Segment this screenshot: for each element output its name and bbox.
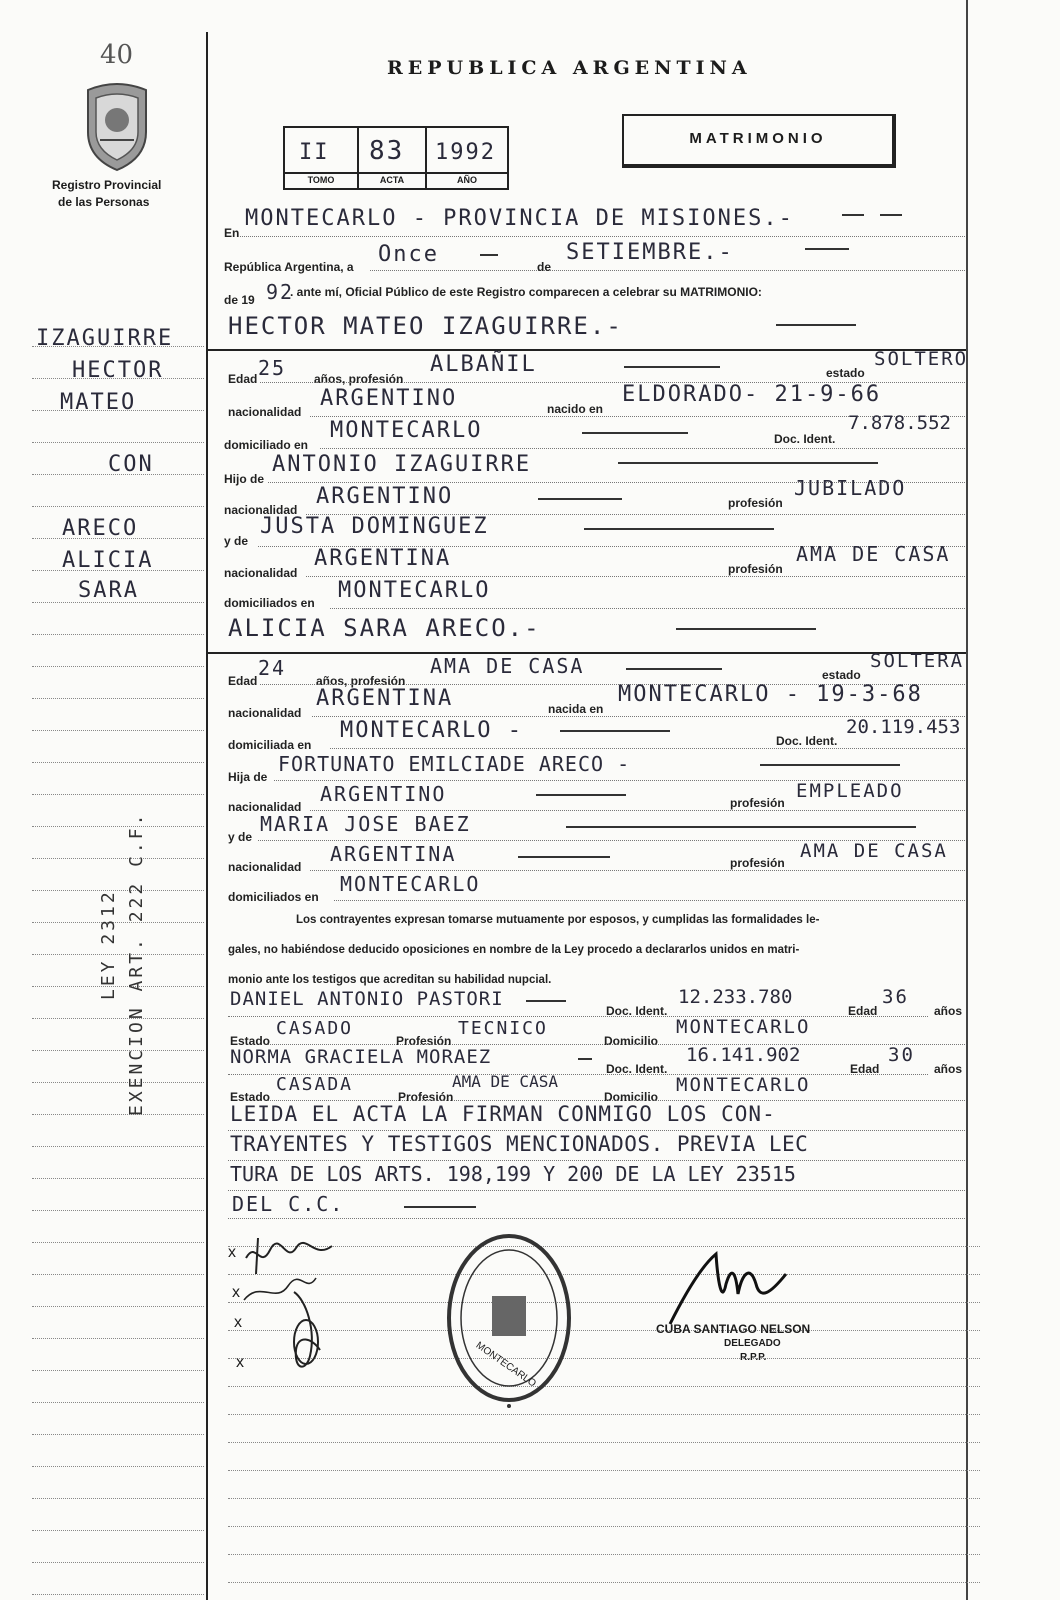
law-stamp: LEY 2312 (98, 889, 119, 1000)
margin-ruled-line (32, 794, 204, 795)
margin-ruled-line (32, 1370, 204, 1371)
witness1-status: CASADO (276, 1018, 354, 1039)
signature-ruled-line (228, 1386, 980, 1387)
signature-ruled-line (228, 1414, 980, 1415)
margin-ruled-line (32, 1242, 204, 1243)
margin-ruled-line (32, 1338, 204, 1339)
margin-ruled-line (32, 1210, 204, 1211)
groom-doc: 7.878.552 (848, 412, 951, 434)
signature-ruled-line (228, 1498, 980, 1499)
groom-hijo-label: Hijo de (224, 472, 265, 486)
signature-mark-1: x (228, 1244, 236, 1261)
witness1-prof-label: Profesión (396, 1034, 452, 1048)
acta-value: 83 (369, 136, 405, 166)
bride-mother-nationality: ARGENTINA (330, 842, 457, 866)
margin-ruled-line (32, 762, 204, 763)
bride-father-prof-label: profesión (730, 796, 785, 810)
bride-estado-label: estado (822, 668, 861, 682)
witness1-profession: TECNICO (458, 1018, 548, 1039)
bride-civil-status: SOLTERA (870, 650, 965, 672)
margin-con: CON (108, 452, 154, 477)
groom-nacido-label: nacido en (547, 402, 604, 416)
bride-edad-label: Edad (228, 674, 258, 688)
signature-mark-2: x (232, 1284, 240, 1301)
bride-father-profession: EMPLEADO (796, 780, 904, 802)
year: 92 (266, 280, 295, 304)
bride-mother-nat-label: nacionalidad (228, 860, 302, 874)
document-type-box (622, 114, 896, 168)
bride-profession: AMA DE CASA (430, 654, 585, 678)
groom-father-prof-label: profesión (728, 496, 783, 510)
groom-yde-label: y de (224, 534, 249, 548)
groom-mother: JUSTA DOMINGUEZ (260, 514, 489, 539)
witness1-estado-label: Estado (230, 1034, 271, 1048)
de-label: de (537, 260, 552, 274)
groom-father-profession: JUBILADO (794, 476, 907, 500)
witness2-domicile: MONTECARLO (676, 1074, 811, 1096)
signature-ruled-line (228, 1582, 980, 1583)
groom-mother-profession: AMA DE CASA (796, 542, 951, 566)
groom-parents-dom-label: domiciliados en (224, 596, 315, 610)
anio-value: 1992 (435, 140, 496, 165)
seal-city: MONTECARLO (473, 1340, 538, 1390)
bride-domicile: MONTECARLO - (340, 718, 523, 743)
witness1-age: 36 (882, 986, 909, 1008)
republica-label: República Argentina, a (224, 260, 354, 274)
official-abbr: R.P.P. (740, 1352, 767, 1363)
margin-ruled-line (32, 1402, 204, 1403)
groom-age: 25 (258, 356, 287, 380)
witness1-doc-label: Doc. Ident. (606, 1004, 668, 1018)
groom-father: ANTONIO IZAGUIRRE (272, 452, 532, 477)
bride-doc-label: Doc. Ident. (776, 734, 838, 748)
groom-nac-label: nacionalidad (228, 405, 302, 419)
groom-anos-label: años, profesión (314, 372, 404, 386)
groom-mother-prof-label: profesión (728, 562, 783, 576)
margin-ruled-line (32, 634, 204, 635)
groom-born: ELDORADO- 21-9-66 (622, 382, 882, 407)
bride-parents-dom-label: domiciliados en (228, 890, 319, 904)
groom-father-nationality: ARGENTINO (316, 484, 454, 509)
place: MONTECARLO - PROVINCIA DE MISIONES.- (245, 206, 794, 231)
acta-label: ACTA (379, 175, 405, 185)
bride-age: 24 (258, 656, 287, 680)
witness1-name: DANIEL ANTONIO PASTORI (230, 988, 504, 1010)
margin-ruled-line (32, 730, 204, 731)
margin-groom-name1: HECTOR (72, 358, 164, 383)
witness2-dom-label: Domicilio (604, 1090, 659, 1104)
bride-full-name: ALICIA SARA ARECO.- (228, 614, 541, 642)
witness1-edad-label: Edad (848, 1004, 878, 1018)
declaration-line3: monio ante los testigos que acreditan su habilidad nupcial. (228, 974, 552, 986)
margin-groom-name2: MATEO (60, 390, 137, 415)
bride-anos-label: años, profesión (316, 674, 406, 688)
margin-bride-name2: SARA (78, 578, 139, 603)
bride-nac-label: nacionalidad (228, 706, 302, 720)
witness2-estado-label: Estado (230, 1090, 271, 1104)
witness2-anos-label: años (934, 1062, 963, 1076)
margin-ruled-line (32, 506, 204, 507)
witness1-dom-label: Domicilio (604, 1034, 659, 1048)
groom-civil-status: SOLTERO (874, 348, 969, 370)
witness2-status: CASADA (276, 1074, 354, 1095)
margin-ruled-line (32, 1594, 204, 1595)
margin-ruled-line (32, 1050, 204, 1051)
margin-ruled-line (32, 1146, 204, 1147)
margin-ruled-line (32, 1274, 204, 1275)
witness2-doc-label: Doc. Ident. (606, 1062, 668, 1076)
day: Once (378, 242, 439, 267)
groom-profession: ALBAÑIL (430, 352, 537, 377)
margin-ruled-line (32, 1530, 204, 1531)
bride-father-nationality: ARGENTINO (320, 782, 447, 806)
page-number: 40 (100, 40, 134, 70)
bride-dom-label: domiciliada en (228, 738, 312, 752)
margin-groom-surname: IZAGUIRRE (36, 326, 174, 351)
signature-ruled-line (228, 1526, 980, 1527)
margin-ruled-line (32, 858, 204, 859)
margin-ruled-line (32, 1466, 204, 1467)
notes-line4: DEL C.C. (232, 1192, 345, 1216)
witness2-edad-label: Edad (850, 1062, 880, 1076)
groom-parents-domicile: MONTECARLO (338, 578, 491, 603)
column-divider (206, 32, 208, 1600)
witness1-doc: 12.233.780 (678, 986, 793, 1008)
witness1-domicile: MONTECARLO (676, 1016, 811, 1038)
bride-mother: MARIA JOSE BAEZ (260, 812, 471, 836)
signature-mark-4: x (236, 1354, 244, 1371)
notes-line2: TRAYENTES Y TESTIGOS MENCIONADOS. PREVIA LEC (230, 1132, 809, 1156)
bride-mother-profession: AMA DE CASA (800, 840, 948, 862)
declaration-line1: Los contrayentes expresan tomarse mutuamente por esposos, y cumplidas las formalidades le- (296, 914, 820, 926)
witness2-age: 30 (888, 1044, 915, 1066)
margin-ruled-line (32, 442, 204, 443)
groom-full-name: HECTOR MATEO IZAGUIRRE.- (228, 312, 623, 340)
contracting-parties-signatures (236, 1230, 356, 1380)
bride-nationality: ARGENTINA (316, 686, 454, 711)
margin-ruled-line (32, 1434, 204, 1435)
groom-mother-nationality: ARGENTINA (314, 546, 452, 571)
margin-ruled-line (32, 826, 204, 827)
groom-mother-nat-label: nacionalidad (224, 566, 298, 580)
bride-separator (206, 652, 966, 654)
signature-ruled-line (228, 1442, 980, 1443)
bride-mother-prof-label: profesión (730, 856, 785, 870)
de19-label: de 19 (224, 293, 255, 307)
bride-father-nat-label: nacionalidad (228, 800, 302, 814)
bride-parents-domicile: MONTECARLO (340, 872, 481, 896)
statement: . ante mí, Oficial Público de este Registro comparecen a celebrar su MATRIMONIO: (290, 285, 762, 299)
margin-ruled-line (32, 1114, 204, 1115)
margin-ruled-line (32, 1562, 204, 1563)
tomo-label: TOMO (307, 175, 335, 185)
bride-hija-label: Hija de (228, 770, 268, 784)
groom-doc-label: Doc. Ident. (774, 432, 836, 446)
witness1-anos-label: años (934, 1004, 963, 1018)
margin-ruled-line (32, 1018, 204, 1019)
witness2-prof-label: Profesión (398, 1090, 454, 1104)
witness2-name: NORMA GRACIELA MORAEZ (230, 1046, 492, 1068)
bride-doc: 20.119.453 (846, 716, 961, 738)
coat-of-arms-icon (78, 80, 156, 172)
bride-father: FORTUNATO EMILCIADE ARECO - (278, 752, 631, 776)
signature-mark-3: x (234, 1314, 242, 1331)
country-title: REPUBLICA ARGENTINA (387, 57, 752, 79)
groom-separator (206, 349, 966, 351)
margin-ruled-line (32, 1178, 204, 1179)
declaration-line2: gales, no habiéndose deducido oposiciones en nombre de la Ley procedo a declararlos unidos en matri- (228, 944, 800, 956)
margin-ruled-line (32, 666, 204, 667)
official-seal-icon (444, 1230, 574, 1410)
tomo-value: II (299, 140, 330, 165)
margin-ruled-line (32, 698, 204, 699)
record-number-box (283, 126, 509, 190)
groom-domicile: MONTECARLO (330, 418, 483, 443)
witness2-profession: AMA DE CASA (452, 1072, 558, 1091)
notes-line1: LEIDA EL ACTA LA FIRMAN CONMIGO LOS CON- (230, 1102, 776, 1126)
official-signature (660, 1244, 810, 1334)
bride-born: MONTECARLO - 19-3-68 (618, 682, 923, 707)
groom-nationality: ARGENTINO (320, 386, 458, 411)
right-border (966, 0, 968, 1600)
groom-edad-label: Edad (228, 372, 258, 386)
notes-line3: TURA DE LOS ARTS. 198,199 Y 200 DE LA LEY 23515 (230, 1162, 796, 1186)
registry-line2: de las Personas (58, 195, 150, 209)
signature-ruled-line (228, 1554, 980, 1555)
margin-bride-name1: ALICIA (62, 548, 154, 573)
witness2-doc: 16.141.902 (686, 1044, 801, 1066)
exencion-stamp: EXENCION ART. 222 C.F. (126, 811, 147, 1116)
official-name: CUBA SANTIAGO NELSON (656, 1322, 811, 1336)
official-title: DELEGADO (724, 1338, 781, 1349)
anio-label: AÑO (457, 175, 477, 185)
margin-bride-surname: ARECO (62, 516, 139, 541)
registry-line1: Registro Provincial (52, 178, 162, 192)
document-type: MATRIMONIO (689, 130, 827, 147)
margin-ruled-line (32, 1306, 204, 1307)
groom-father-nat-label: nacionalidad (224, 503, 298, 517)
margin-ruled-line (32, 1082, 204, 1083)
margin-ruled-line (32, 1498, 204, 1499)
en-label: En (224, 226, 240, 240)
bride-nacida-label: nacida en (548, 702, 604, 716)
signature-ruled-line (228, 1470, 980, 1471)
month: SETIEMBRE.- (566, 240, 734, 265)
groom-estado-label: estado (826, 366, 865, 380)
groom-dom-label: domiciliado en (224, 438, 309, 452)
bride-yde-label: y de (228, 830, 253, 844)
